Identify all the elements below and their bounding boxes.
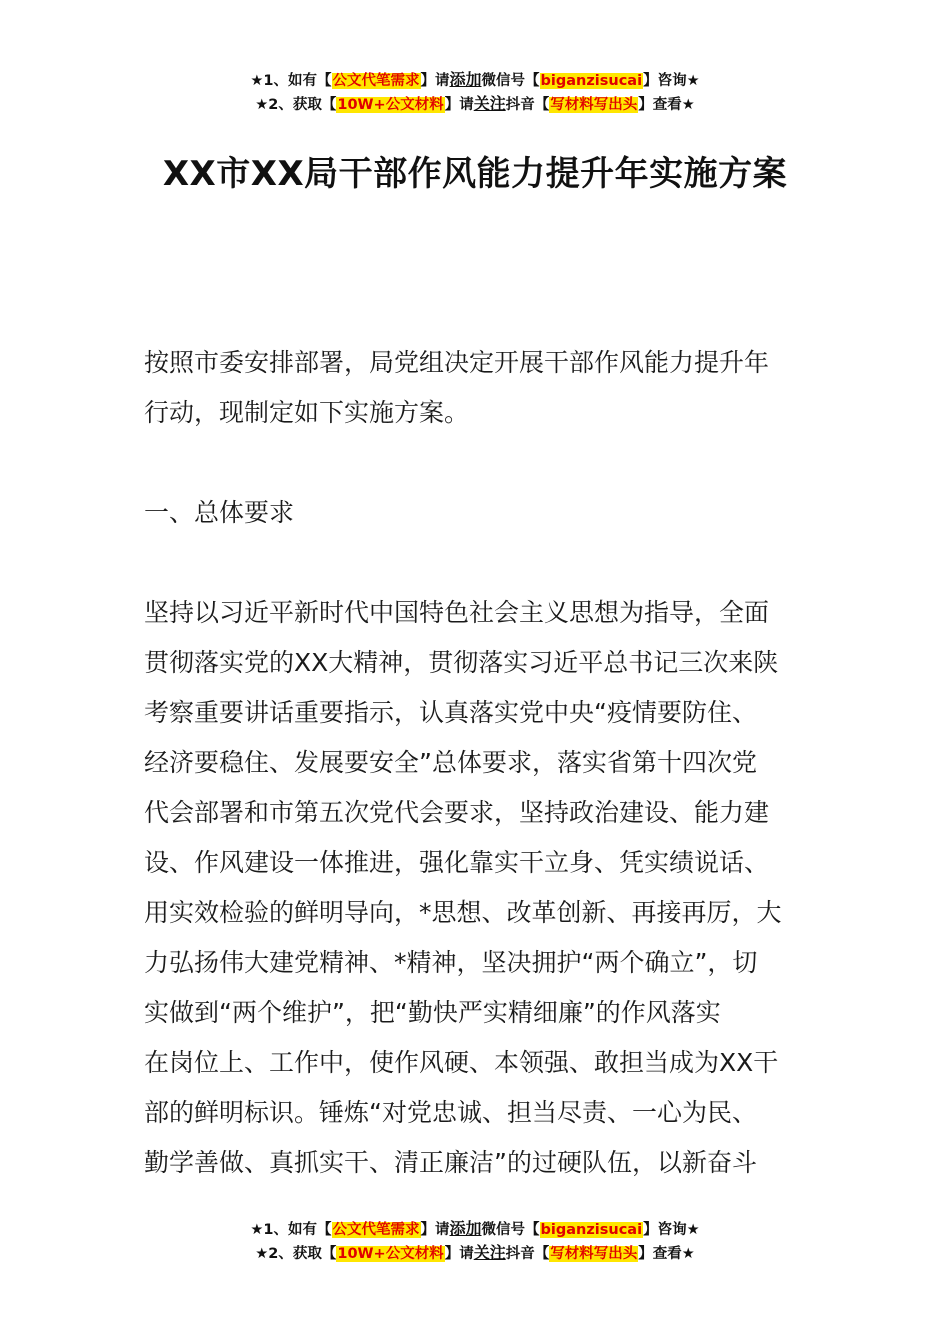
banner-line-1 <box>0 68 950 92</box>
banner-text: 】请 <box>420 1222 450 1238</box>
banner-text: 】请 <box>444 1246 474 1262</box>
document-title: XX市XX局干部作风能力提升年实施方案 <box>162 154 788 194</box>
footer-banner <box>0 1217 950 1265</box>
banner-text: ★1、如有【 <box>250 73 332 89</box>
banner-text: 】查看★ <box>638 97 695 113</box>
banner-emphasis: 添加 <box>449 70 482 89</box>
text-line: 贯彻落实党的XX大精神，贯彻落实习近平总书记三次来陕 <box>144 648 779 677</box>
banner-text: 微信号【 <box>481 73 540 89</box>
banner-highlight: 10W+公文材料 <box>337 1246 444 1262</box>
body-paragraph <box>144 588 809 1188</box>
text-line: 部的鲜明标识。锤炼“对党忠诚、担当尽责、一心为民、 <box>144 1098 757 1127</box>
banner-text: ★2、获取【 <box>255 1246 337 1262</box>
banner-highlight: 写材料写出头 <box>550 1246 638 1262</box>
text-line: 力弘扬伟大建党精神、*精神，坚决拥护“两个确立”，切 <box>144 948 758 977</box>
banner-emphasis: 添加 <box>449 1219 482 1238</box>
banner-emphasis: 关注 <box>473 94 506 113</box>
text-line: 按照市委安排部署，局党组决定开展干部作风能力提升年 <box>144 348 770 377</box>
text-line: 用实效检验的鲜明导向，*思想、改革创新、再接再厉，大 <box>144 898 782 927</box>
banner-text: ★2、获取【 <box>255 97 337 113</box>
banner-text: 】查看★ <box>638 1246 695 1262</box>
banner-emphasis: 关注 <box>473 1243 506 1262</box>
text-line: 代会部署和市第五次党代会要求，坚持政治建设、能力建 <box>144 798 770 827</box>
text-line: 实做到“两个维护”，把“勤快严实精细廉”的作风落实 <box>144 998 721 1027</box>
banner-text: 】咨询★ <box>643 1222 700 1238</box>
banner-line-2 <box>0 92 950 116</box>
text-line: 勤学善做、真抓实干、清正廉洁”的过硬队伍，以新奋斗 <box>144 1148 757 1177</box>
section-heading: 一、总体要求 <box>144 498 295 527</box>
banner-highlight: biganzisucai <box>540 1222 643 1238</box>
banner-text: 抖音【 <box>505 1246 550 1262</box>
banner-highlight: 写材料写出头 <box>550 97 638 113</box>
banner-highlight: 10W+公文材料 <box>337 97 444 113</box>
banner-text: 抖音【 <box>505 97 550 113</box>
intro-paragraph <box>144 338 809 438</box>
banner-highlight: 公文代笔需求 <box>332 73 420 89</box>
text-line: 行动，现制定如下实施方案。 <box>144 398 470 427</box>
banner-text: 】咨询★ <box>643 73 700 89</box>
banner-highlight: 公文代笔需求 <box>332 1222 420 1238</box>
banner-line-1 <box>0 1217 950 1241</box>
text-line: 考察重要讲话重要指示，认真落实党中央“疫情要防住、 <box>144 698 757 727</box>
text-line: 经济要稳住、发展要安全”总体要求，落实省第十四次党 <box>144 748 757 777</box>
banner-line-2 <box>0 1241 950 1265</box>
banner-text: 】请 <box>444 97 474 113</box>
text-line: 在岗位上、工作中，使作风硬、本领强、敢担当成为XX干 <box>144 1048 779 1077</box>
banner-text: ★1、如有【 <box>250 1222 332 1238</box>
text-line: 坚持以习近平新时代中国特色社会主义思想为指导，全面 <box>144 598 770 627</box>
banner-highlight: biganzisucai <box>540 73 643 89</box>
text-line: 设、作风建设一体推进，强化靠实干立身、凭实绩说话、 <box>144 848 770 877</box>
header-banner <box>0 68 950 116</box>
banner-text: 微信号【 <box>481 1222 540 1238</box>
banner-text: 】请 <box>420 73 450 89</box>
